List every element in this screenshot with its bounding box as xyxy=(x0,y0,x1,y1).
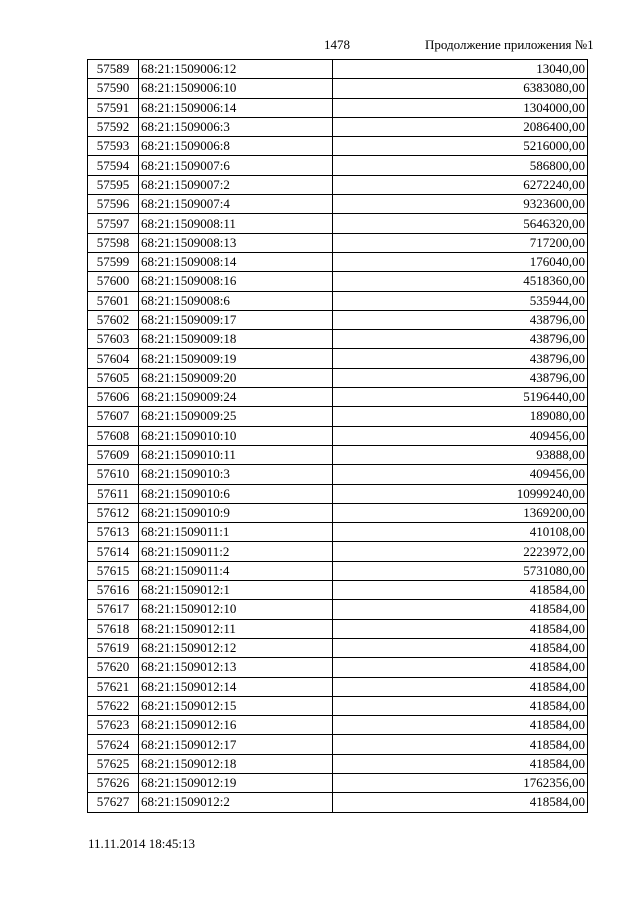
cadastral-value-cell: 1304000,00 xyxy=(333,98,588,117)
cadastral-number-cell: 68:21:1509010:10 xyxy=(139,426,333,445)
cadastral-number-cell: 68:21:1509008:13 xyxy=(139,233,333,252)
cadastral-value-cell: 4518360,00 xyxy=(333,272,588,291)
table-row xyxy=(88,754,588,773)
row-number-cell: 57589 xyxy=(88,60,139,79)
cadastral-number-cell: 68:21:1509012:16 xyxy=(139,716,333,735)
row-number-cell: 57624 xyxy=(88,735,139,754)
table-row xyxy=(88,561,588,580)
cadastral-value-cell: 5646320,00 xyxy=(333,214,588,233)
table-row xyxy=(88,156,588,175)
row-number-cell: 57597 xyxy=(88,214,139,233)
cadastral-number-cell: 68:21:1509012:10 xyxy=(139,600,333,619)
continuation-title: Продолжение приложения №1 xyxy=(425,37,594,52)
row-number-cell: 57605 xyxy=(88,368,139,387)
cadastral-number-cell: 68:21:1509012:18 xyxy=(139,754,333,773)
cadastral-number-cell: 68:21:1509009:20 xyxy=(139,368,333,387)
cadastral-number-cell: 68:21:1509009:17 xyxy=(139,310,333,329)
table-row xyxy=(88,638,588,657)
cadastral-value-cell: 189080,00 xyxy=(333,407,588,426)
row-number-cell: 57600 xyxy=(88,272,139,291)
cadastral-value-cell: 586800,00 xyxy=(333,156,588,175)
cadastral-value-cell: 418584,00 xyxy=(333,696,588,715)
row-number-cell: 57601 xyxy=(88,291,139,310)
table-row xyxy=(88,658,588,677)
row-number-cell: 57612 xyxy=(88,503,139,522)
table-row xyxy=(88,272,588,291)
table-row xyxy=(88,195,588,214)
cadastral-value-cell: 438796,00 xyxy=(333,310,588,329)
cadastral-number-cell: 68:21:1509012:17 xyxy=(139,735,333,754)
row-number-cell: 57604 xyxy=(88,349,139,368)
table-row xyxy=(88,368,588,387)
table-row xyxy=(88,581,588,600)
table-row xyxy=(88,310,588,329)
cadastral-number-cell: 68:21:1509006:10 xyxy=(139,79,333,98)
cadastral-number-cell: 68:21:1509010:6 xyxy=(139,484,333,503)
table-row xyxy=(88,98,588,117)
cadastral-number-cell: 68:21:1509009:24 xyxy=(139,388,333,407)
table-row xyxy=(88,349,588,368)
cadastral-value-table xyxy=(87,59,588,813)
cadastral-value-cell: 6383080,00 xyxy=(333,79,588,98)
cadastral-number-cell: 68:21:1509012:13 xyxy=(139,658,333,677)
row-number-cell: 57618 xyxy=(88,619,139,638)
cadastral-value-cell: 418584,00 xyxy=(333,638,588,657)
row-number-cell: 57595 xyxy=(88,175,139,194)
row-number-cell: 57620 xyxy=(88,658,139,677)
table-body xyxy=(88,60,588,813)
table-row xyxy=(88,465,588,484)
table-row xyxy=(88,137,588,156)
row-number-cell: 57621 xyxy=(88,677,139,696)
cadastral-number-cell: 68:21:1509006:14 xyxy=(139,98,333,117)
cadastral-number-cell: 68:21:1509012:1 xyxy=(139,581,333,600)
cadastral-number-cell: 68:21:1509012:2 xyxy=(139,793,333,812)
table-row xyxy=(88,445,588,464)
row-number-cell: 57627 xyxy=(88,793,139,812)
cadastral-number-cell: 68:21:1509008:14 xyxy=(139,252,333,271)
cadastral-value-cell: 1369200,00 xyxy=(333,503,588,522)
row-number-cell: 57614 xyxy=(88,542,139,561)
cadastral-number-cell: 68:21:1509009:18 xyxy=(139,330,333,349)
table-row xyxy=(88,503,588,522)
row-number-cell: 57609 xyxy=(88,445,139,464)
cadastral-value-cell: 5731080,00 xyxy=(333,561,588,580)
cadastral-number-cell: 68:21:1509007:6 xyxy=(139,156,333,175)
row-number-cell: 57626 xyxy=(88,773,139,792)
cadastral-number-cell: 68:21:1509012:19 xyxy=(139,773,333,792)
table-row xyxy=(88,677,588,696)
table-row xyxy=(88,291,588,310)
cadastral-value-cell: 13040,00 xyxy=(333,60,588,79)
row-number-cell: 57616 xyxy=(88,581,139,600)
cadastral-number-cell: 68:21:1509012:15 xyxy=(139,696,333,715)
cadastral-number-cell: 68:21:1509012:12 xyxy=(139,638,333,657)
cadastral-value-cell: 409456,00 xyxy=(333,465,588,484)
cadastral-value-cell: 2086400,00 xyxy=(333,117,588,136)
cadastral-number-cell: 68:21:1509011:4 xyxy=(139,561,333,580)
row-number-cell: 57608 xyxy=(88,426,139,445)
cadastral-value-cell: 418584,00 xyxy=(333,658,588,677)
row-number-cell: 57594 xyxy=(88,156,139,175)
cadastral-number-cell: 68:21:1509006:8 xyxy=(139,137,333,156)
cadastral-value-cell: 1762356,00 xyxy=(333,773,588,792)
row-number-cell: 57591 xyxy=(88,98,139,117)
row-number-cell: 57599 xyxy=(88,252,139,271)
cadastral-number-cell: 68:21:1509008:11 xyxy=(139,214,333,233)
row-number-cell: 57613 xyxy=(88,523,139,542)
cadastral-value-cell: 418584,00 xyxy=(333,677,588,696)
cadastral-value-cell: 6272240,00 xyxy=(333,175,588,194)
table-row xyxy=(88,79,588,98)
row-number-cell: 57592 xyxy=(88,117,139,136)
cadastral-value-cell: 9323600,00 xyxy=(333,195,588,214)
table-row xyxy=(88,793,588,812)
row-number-cell: 57610 xyxy=(88,465,139,484)
cadastral-value-cell: 5196440,00 xyxy=(333,388,588,407)
row-number-cell: 57606 xyxy=(88,388,139,407)
table-row xyxy=(88,696,588,715)
cadastral-value-cell: 410108,00 xyxy=(333,523,588,542)
cadastral-value-cell: 10999240,00 xyxy=(333,484,588,503)
row-number-cell: 57602 xyxy=(88,310,139,329)
cadastral-number-cell: 68:21:1509006:3 xyxy=(139,117,333,136)
footer-timestamp: 11.11.2014 18:45:13 xyxy=(88,836,196,851)
cadastral-number-cell: 68:21:1509009:25 xyxy=(139,407,333,426)
row-number-cell: 57619 xyxy=(88,638,139,657)
cadastral-number-cell: 68:21:1509011:1 xyxy=(139,523,333,542)
table-row xyxy=(88,407,588,426)
page-number: 1478 xyxy=(324,37,350,52)
row-number-cell: 57617 xyxy=(88,600,139,619)
table-row xyxy=(88,330,588,349)
cadastral-value-cell: 418584,00 xyxy=(333,754,588,773)
cadastral-value-cell: 438796,00 xyxy=(333,330,588,349)
cadastral-number-cell: 68:21:1509010:3 xyxy=(139,465,333,484)
table-row xyxy=(88,214,588,233)
table-row xyxy=(88,773,588,792)
row-number-cell: 57622 xyxy=(88,696,139,715)
row-number-cell: 57590 xyxy=(88,79,139,98)
cadastral-value-cell: 438796,00 xyxy=(333,368,588,387)
cadastral-number-cell: 68:21:1509007:4 xyxy=(139,195,333,214)
cadastral-number-cell: 68:21:1509006:12 xyxy=(139,60,333,79)
table-row xyxy=(88,600,588,619)
table-row xyxy=(88,60,588,79)
cadastral-number-cell: 68:21:1509008:6 xyxy=(139,291,333,310)
row-number-cell: 57625 xyxy=(88,754,139,773)
cadastral-number-cell: 68:21:1509007:2 xyxy=(139,175,333,194)
cadastral-value-cell: 2223972,00 xyxy=(333,542,588,561)
cadastral-value-cell: 717200,00 xyxy=(333,233,588,252)
cadastral-number-cell: 68:21:1509012:14 xyxy=(139,677,333,696)
table-row xyxy=(88,523,588,542)
cadastral-value-cell: 438796,00 xyxy=(333,349,588,368)
row-number-cell: 57615 xyxy=(88,561,139,580)
row-number-cell: 57598 xyxy=(88,233,139,252)
cadastral-number-cell: 68:21:1509011:2 xyxy=(139,542,333,561)
cadastral-value-cell: 418584,00 xyxy=(333,735,588,754)
cadastral-number-cell: 68:21:1509008:16 xyxy=(139,272,333,291)
table-row xyxy=(88,716,588,735)
table-row xyxy=(88,542,588,561)
table-row xyxy=(88,175,588,194)
table-row xyxy=(88,252,588,271)
table-row xyxy=(88,484,588,503)
row-number-cell: 57607 xyxy=(88,407,139,426)
cadastral-number-cell: 68:21:1509010:9 xyxy=(139,503,333,522)
table-row xyxy=(88,619,588,638)
cadastral-value-cell: 418584,00 xyxy=(333,581,588,600)
cadastral-value-cell: 418584,00 xyxy=(333,716,588,735)
row-number-cell: 57593 xyxy=(88,137,139,156)
row-number-cell: 57611 xyxy=(88,484,139,503)
cadastral-value-cell: 93888,00 xyxy=(333,445,588,464)
table-row xyxy=(88,233,588,252)
cadastral-value-cell: 535944,00 xyxy=(333,291,588,310)
cadastral-number-cell: 68:21:1509009:19 xyxy=(139,349,333,368)
cadastral-value-cell: 418584,00 xyxy=(333,600,588,619)
cadastral-value-cell: 409456,00 xyxy=(333,426,588,445)
table-row xyxy=(88,117,588,136)
cadastral-value-cell: 418584,00 xyxy=(333,793,588,812)
cadastral-value-cell: 5216000,00 xyxy=(333,137,588,156)
table-row xyxy=(88,426,588,445)
cadastral-value-cell: 418584,00 xyxy=(333,619,588,638)
table-row xyxy=(88,388,588,407)
row-number-cell: 57596 xyxy=(88,195,139,214)
row-number-cell: 57603 xyxy=(88,330,139,349)
table-row xyxy=(88,735,588,754)
cadastral-value-cell: 176040,00 xyxy=(333,252,588,271)
cadastral-number-cell: 68:21:1509010:11 xyxy=(139,445,333,464)
cadastral-number-cell: 68:21:1509012:11 xyxy=(139,619,333,638)
row-number-cell: 57623 xyxy=(88,716,139,735)
